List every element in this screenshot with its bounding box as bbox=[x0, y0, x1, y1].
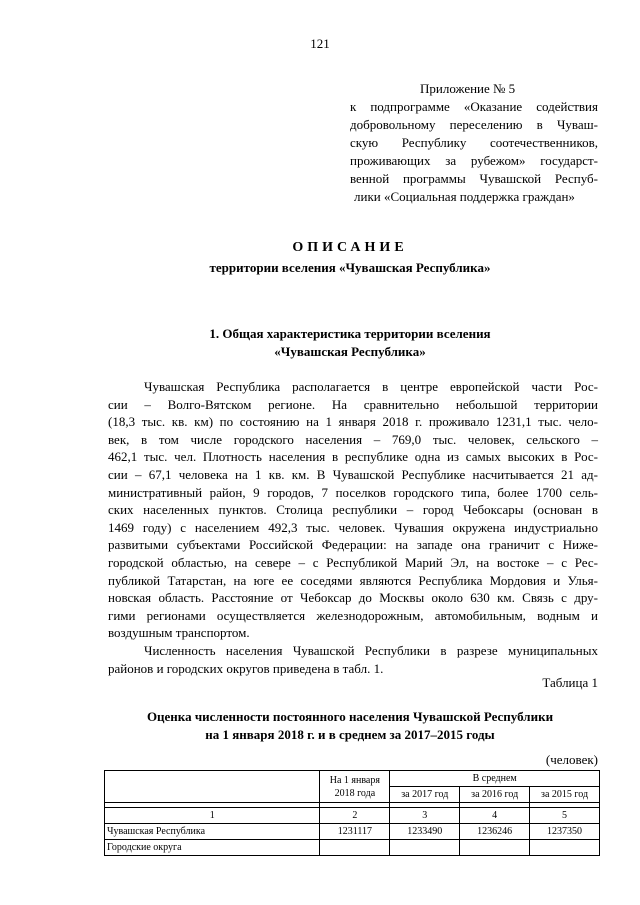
paragraph-line: (18,3 тыс. кв. км) по состоянию на 1 января 2018 г. проживало 1231,1 тыс. чело- bbox=[108, 414, 598, 430]
row-value-cell bbox=[530, 840, 600, 856]
table-label: Таблица 1 bbox=[542, 675, 598, 690]
appendix-line: скую Республику соотечественников, bbox=[350, 135, 598, 150]
header-year-cell: за 2015 год bbox=[530, 787, 600, 803]
appendix-line: венной программы Чувашской Респуб- bbox=[350, 171, 598, 186]
column-number-cell: 4 bbox=[460, 808, 530, 824]
paragraph-line: развитыми субъектами Российской Федерации: на западе она граничит с Ниже- bbox=[108, 537, 598, 553]
row-name-cell: Городские округа bbox=[105, 840, 320, 856]
row-value-cell: 1236246 bbox=[460, 824, 530, 840]
column-number-cell: 5 bbox=[530, 808, 600, 824]
header-jan-cell: На 1 января 2018 года bbox=[320, 771, 390, 803]
paragraph-line: публикой Татарстан, на юге ее соседями являются Республика Мордовия и Улья- bbox=[108, 572, 598, 588]
header-year-cell: за 2016 год bbox=[460, 787, 530, 803]
column-number-row bbox=[105, 808, 600, 824]
paragraph-line: 1469 году) с населением 492,3 тыс. человек. Чувашия окружена индустриально bbox=[108, 519, 598, 535]
paragraph-line: новская область. Расстояние от Чебоксар до Москвы около 630 км. Связь с дру- bbox=[108, 590, 598, 606]
document-subtitle: территории вселения «Чувашская Республика» bbox=[209, 260, 491, 275]
row-value-cell bbox=[390, 840, 460, 856]
row-value-cell: 1231117 bbox=[320, 824, 390, 840]
paragraph-line: городской областью, на севере – с Республикой Марий Эл, на востоке – с Рес- bbox=[108, 554, 598, 570]
table-header-row bbox=[105, 771, 600, 787]
paragraph-line: сии – Волго-Вятском регионе. На сравнительно небольшой территории bbox=[108, 396, 598, 412]
population-table bbox=[104, 770, 600, 856]
column-number-cell: 3 bbox=[390, 808, 460, 824]
section-heading bbox=[0, 325, 640, 361]
appendix-title: Приложение № 5 bbox=[420, 81, 516, 96]
appendix-line: проживающих за рубежом» государст- bbox=[350, 153, 598, 168]
row-name-cell: Чувашская Республика bbox=[105, 824, 320, 840]
paragraph-line: районов и городских округов приведена в табл. 1. bbox=[108, 660, 384, 676]
table-title-line: Оценка численности постоянного населения Чувашской Республики bbox=[146, 709, 554, 724]
column-number-cell: 2 bbox=[320, 808, 390, 824]
header-year-cell: за 2017 год bbox=[390, 787, 460, 803]
page-number: 121 bbox=[310, 36, 330, 51]
paragraph-line: век, в том числе городского населения – 769,0 тыс. человек, сельского – bbox=[108, 431, 598, 447]
appendix-line: добровольному переселению в Чуваш- bbox=[350, 117, 598, 132]
table-row bbox=[105, 824, 600, 840]
paragraph-line: воздушным транспортом. bbox=[108, 625, 250, 641]
appendix-line: лики «Социальная поддержка граждан» bbox=[354, 189, 575, 204]
section-heading-line: 1. Общая характеристика территории вселения bbox=[209, 326, 491, 341]
appendix-block bbox=[350, 80, 598, 206]
table-title bbox=[0, 708, 640, 744]
paragraph-line: Чувашская Республика располагается в центре европейской части Рос- bbox=[144, 379, 598, 394]
document-title: ОПИСАНИЕ bbox=[292, 240, 408, 255]
paragraph-line: 462,1 тыс. чел. Плотность населения в республике одна из самых высоких в Рос- bbox=[108, 449, 598, 465]
table-unit: (человек) bbox=[545, 752, 598, 767]
paragraph-line: гими регионами осуществляется железнодорожным, автомобильным, водным и bbox=[108, 607, 598, 623]
header-avg-cell: В среднем bbox=[390, 771, 600, 787]
table-title-line: на 1 января 2018 г. и в среднем за 2017–2015 годы bbox=[205, 727, 495, 742]
header-empty-cell bbox=[105, 771, 320, 803]
paragraph-line: Численность населения Чувашской Республики в разрезе муниципальных bbox=[144, 642, 598, 658]
paragraph-line: министративный район, 9 городов, 7 поселков городского типа, более 1700 сель- bbox=[108, 484, 598, 500]
paragraph-line: сии – 67,1 человека на 1 кв. км. В Чувашской Республике насчитывается 21 ад- bbox=[108, 466, 598, 482]
row-value-cell bbox=[460, 840, 530, 856]
appendix-line: к подпрограмме «Оказание содействия bbox=[350, 99, 598, 114]
paragraph-line: ских населенных пунктов. Столица республики – город Чебоксары (основан в bbox=[108, 502, 598, 518]
row-value-cell: 1233490 bbox=[390, 824, 460, 840]
column-number-cell: 1 bbox=[105, 808, 320, 824]
body-text bbox=[108, 378, 598, 677]
table-row bbox=[105, 840, 600, 856]
row-value-cell: 1237350 bbox=[530, 824, 600, 840]
row-value-cell bbox=[320, 840, 390, 856]
section-heading-line: «Чувашская Республика» bbox=[274, 344, 426, 359]
